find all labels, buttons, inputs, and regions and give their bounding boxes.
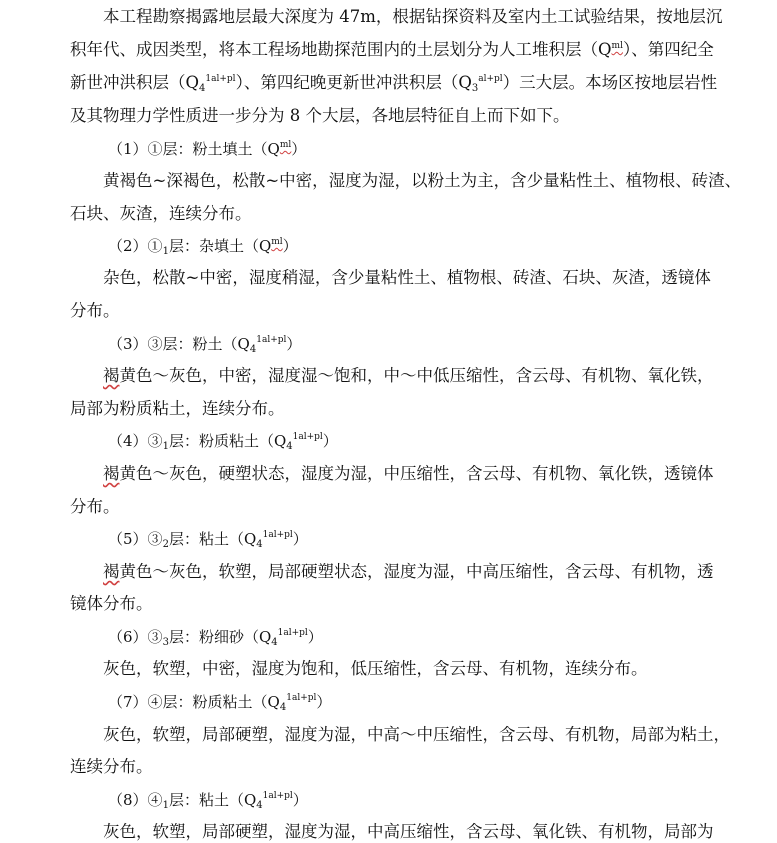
subscript: 1 xyxy=(162,800,169,811)
layer-desc-7a xyxy=(103,724,743,746)
layer-number: （6） xyxy=(108,628,148,646)
superscript: 1al+pl xyxy=(262,791,293,801)
subscript: 4 xyxy=(279,702,287,713)
layer-description: 分布。 xyxy=(70,301,120,320)
layer-name-tail: ） xyxy=(292,791,308,809)
layer-description: 黄褐色~深褐色，松散~中密，湿度为湿，以粉土为主，含少量粘性土、植物根、砖渣、 xyxy=(103,171,742,190)
intro-text: 新世冲洪积层（Q xyxy=(70,73,200,92)
layer-name: ③ xyxy=(147,530,163,548)
layer-desc-8a xyxy=(103,821,743,843)
layer-number: （7） xyxy=(108,693,148,711)
intro-line-4 xyxy=(70,105,710,127)
layer-desc-4a xyxy=(103,463,743,485)
layer-desc-3b xyxy=(70,398,710,420)
layer-description: 黄色～灰色，中密，湿度湿～饱和，中～中低压缩性，含云母、有机物、氧化铁， xyxy=(119,366,714,385)
layer-number: （3） xyxy=(108,335,148,353)
layer-heading-8 xyxy=(108,789,748,811)
layer-description: 连续分布。 xyxy=(70,757,153,776)
layer-name-tail: ） xyxy=(316,693,332,711)
layer-number: （1） xyxy=(108,140,148,158)
superscript: al+pl xyxy=(478,74,503,84)
layer-desc-1a xyxy=(103,170,743,192)
layer-description: 杂色，松散~中密，湿度稍湿，含少量粘性土、植物根、砖渣、石块、灰渣，透镜体 xyxy=(103,268,711,287)
intro-text: ）、第四纪晚更新世冲洪积层（Q xyxy=(235,73,472,92)
intro-line-3 xyxy=(70,72,718,94)
layer-description: 黄色～灰色，硬塑状态，湿度为湿，中压缩性，含云母、有机物、氧化铁，透镜体 xyxy=(119,464,714,483)
layer-description: 灰色，软塑，局部硬塑，湿度为湿，中高～中压缩性，含云母、有机物，局部为粘土， xyxy=(103,725,730,744)
intro-line-2 xyxy=(70,39,714,61)
layer-name: ① xyxy=(147,237,163,255)
layer-heading-6 xyxy=(108,626,748,648)
subscript: 4 xyxy=(249,344,257,355)
intro-text: 积年代、成因类型，将本工程场地勘探范围内的土层划分为人工堆积层（Q xyxy=(70,40,612,59)
spellcheck-word: 褐 xyxy=(103,464,120,483)
layer-heading-5 xyxy=(108,528,748,550)
layer-name-tail: ） xyxy=(307,628,323,646)
subscript: 4 xyxy=(256,539,263,550)
layer-name: 层：杂填土（Q xyxy=(168,237,272,255)
layer-name-tail: ） xyxy=(291,140,307,158)
layer-description: 灰色，软塑，中密，湿度为饱和，低压缩性，含云母、有机物，连续分布。 xyxy=(103,659,648,678)
layer-desc-2a xyxy=(103,267,743,289)
spellcheck-word: 褐 xyxy=(103,562,120,581)
superscript: ml xyxy=(279,140,292,150)
superscript: ml xyxy=(611,41,623,51)
layer-description: 局部为粉质粘土，连续分布。 xyxy=(70,399,285,418)
intro-text: 及其物理力学性质进一步分为 8 个大层，各地层特征自上而下如下。 xyxy=(70,106,570,125)
layer-desc-7b xyxy=(70,756,710,778)
layer-desc-5a xyxy=(103,561,743,583)
layer-name: ①层：粉土填土（Q xyxy=(147,140,280,158)
layer-description: 灰色，软塑，局部硬塑，湿度为湿，中高压缩性，含云母、氧化铁、有机物，局部为 xyxy=(103,822,714,841)
layer-description: 石块、灰渣，连续分布。 xyxy=(70,204,252,223)
superscript: 1al+pl xyxy=(256,335,287,345)
intro-line-1 xyxy=(103,6,743,28)
subscript: 3 xyxy=(471,83,479,94)
subscript: 4 xyxy=(286,441,293,452)
superscript: 1al+pl xyxy=(205,74,236,84)
layer-heading-1 xyxy=(108,138,748,160)
layer-desc-1b xyxy=(70,203,710,225)
subscript: 4 xyxy=(199,83,206,94)
layer-desc-6a xyxy=(103,658,743,680)
subscript: 3 xyxy=(162,637,169,648)
layer-number: （8） xyxy=(108,791,148,809)
layer-description: 黄色～灰色，软塑，局部硬塑状态，湿度为湿，中高压缩性，含云母、有机物，透 xyxy=(119,562,714,581)
superscript: ml xyxy=(271,237,283,247)
layer-name: ③ xyxy=(147,432,163,450)
layer-name-tail: ） xyxy=(322,432,338,450)
intro-text: ）、第四纪全 xyxy=(622,40,714,59)
layer-name: 层：粘土（Q xyxy=(168,530,257,548)
layer-heading-7 xyxy=(108,691,748,713)
layer-desc-3a xyxy=(103,365,743,387)
layer-number: （4） xyxy=(108,432,148,450)
layer-heading-2 xyxy=(108,235,748,257)
layer-desc-2b xyxy=(70,300,710,322)
layer-name-tail: ） xyxy=(282,237,298,255)
superscript: 1al+pl xyxy=(292,432,323,442)
layer-heading-3 xyxy=(108,333,748,355)
intro-text: 本工程勘察揭露地层最大深度为 47m，根据钻探资料及室内土工试验结果，按地层沉 xyxy=(103,7,723,26)
subscript: 2 xyxy=(162,539,169,550)
layer-desc-5b xyxy=(70,593,710,615)
layer-name-tail: ） xyxy=(292,530,308,548)
layer-heading-4 xyxy=(108,430,748,452)
spellcheck-word: 褐 xyxy=(103,366,120,385)
subscript: 1 xyxy=(162,246,169,257)
layer-description: 分布。 xyxy=(70,497,120,516)
layer-name: 层：粉质粘土（Q xyxy=(168,432,287,450)
superscript: 1al+pl xyxy=(277,628,308,638)
subscript: 4 xyxy=(271,637,278,648)
subscript: 1 xyxy=(162,441,169,452)
layer-name-tail: ） xyxy=(286,335,302,353)
subscript: 4 xyxy=(256,800,263,811)
layer-name: ④层：粉质粘土（Q xyxy=(147,693,280,711)
layer-name: 层：粉细砂（Q xyxy=(168,628,272,646)
layer-description: 镜体分布。 xyxy=(70,594,153,613)
layer-number: （2） xyxy=(108,237,148,255)
layer-name: ③ xyxy=(147,628,163,646)
superscript: 1al+pl xyxy=(286,693,317,703)
layer-desc-4b xyxy=(70,496,710,518)
layer-number: （5） xyxy=(108,530,148,548)
intro-text: ）三大层。本场区按地层岩性 xyxy=(502,73,718,92)
superscript: 1al+pl xyxy=(262,530,293,540)
layer-name: 层：粘土（Q xyxy=(168,791,257,809)
layer-name: ③层：粉土（Q xyxy=(147,335,250,353)
layer-name: ④ xyxy=(147,791,163,809)
